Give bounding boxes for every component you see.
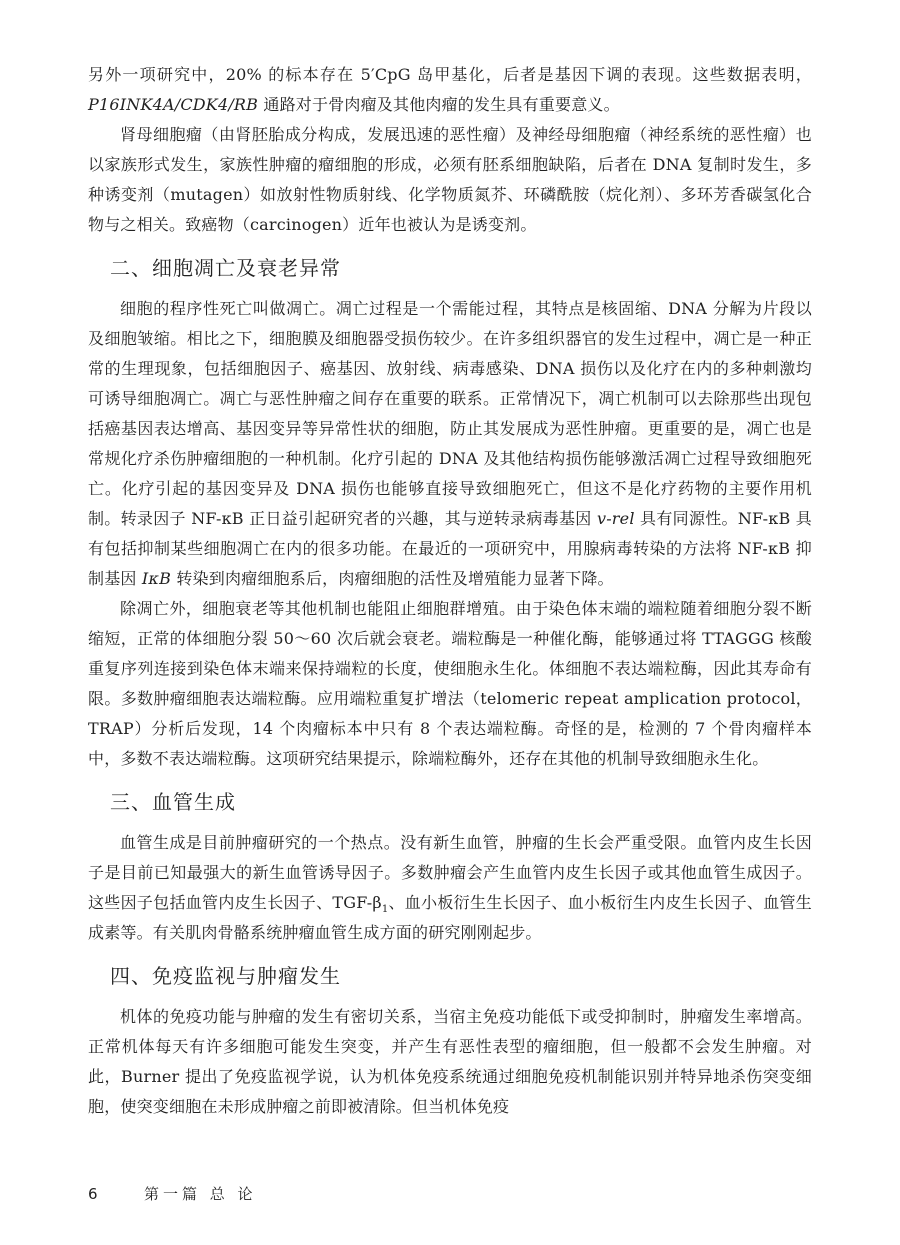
paragraph-methylation — [88, 60, 812, 120]
paragraph-text: 、血小板衍生生长因子、血小板衍生内皮生长因子、血管生成素等。有关肌肉骨骼系统肿瘤血管生成方面的研究刚刚起步。 — [88, 893, 812, 942]
section-heading-immune-surveillance: 四、免疫监视与肿瘤发生 — [110, 964, 341, 988]
subscript: 1 — [381, 904, 389, 916]
paragraph-immune-surveillance: 机体的免疫功能与肿瘤的发生有密切关系，当宿主免疫功能低下或受抑制时，肿瘤发生率增高。正常机体每天有许多细胞可能发生突变，并产生有恶性表型的瘤细胞，但一般都不会发生肿瘤。对此，Burner 提出了免疫监视学说，认为机体免疫系统通过细胞免疫机制能识别并特异地杀伤突变细胞，使突变细胞在未形成肿瘤之前即被清除。但当机体免疫 — [88, 1007, 812, 1116]
page-content — [88, 60, 812, 1122]
gene-name: IκB — [141, 569, 172, 588]
section-heading-angiogenesis: 三、血管生成 — [110, 790, 236, 814]
page-number: 6 — [88, 1185, 98, 1203]
gene-name: P16INK4A/CDK4/RB — [88, 95, 259, 114]
part-title: 第一篇 总 论 — [144, 1185, 257, 1203]
paragraph-apoptosis — [88, 294, 812, 594]
section-heading-apoptosis: 二、细胞凋亡及衰老异常 — [110, 256, 341, 280]
paragraph-familial-tumors: 肾母细胞瘤（由肾胚胎成分构成，发展迅速的恶性瘤）及神经母细胞瘤（神经系统的恶性瘤）也以家族形式发生，家族性肿瘤的瘤细胞的形成，必须有胚系细胞缺陷，后者在 DNA 复制时发生，多种诱变剂（mutagen）如放射性物质射线、化学物质氮芥、环磷酰胺（烷化剂）、多环芳香碳氢化合物与之相关。致癌物（carcinogen）近年也被认为是诱变剂。 — [88, 125, 812, 234]
gene-name: v-rel — [596, 509, 635, 528]
paragraph-senescence: 除凋亡外，细胞衰老等其他机制也能阻止细胞群增殖。由于染色体末端的端粒随着细胞分裂不断缩短，正常的体细胞分裂 50～60 次后就会衰老。端粒酶是一种催化酶，能够通过将 TTAGGG 核酸重复序列连接到染色体末端来保持端粒的长度，使细胞永生化。体细胞不表达端粒酶，因此其寿命有限。多数肿瘤细胞表达端粒酶。应用端粒重复扩增法（telomeric repeat amplication protocol，TRAP）分析后发现，14 个肉瘤标本中只有 8 个表达端粒酶。奇怪的是，检测的 7 个骨肉瘤样本中，多数不表达端粒酶。这项研究结果提示，除端粒酶外，还存在其他的机制导致细胞永生化。 — [88, 599, 812, 768]
paragraph-text: 具有同源性。NF-κB 具有包括抑制某些细胞凋亡在内的很多功能。在最近的一项研究中，用腺病毒转染的方法将 NF-κB 抑制基因 — [88, 509, 812, 588]
page-footer — [88, 1183, 257, 1204]
paragraph-text: 转染到肉瘤细胞系后，肉瘤细胞的活性及增殖能力显著下降。 — [171, 569, 614, 588]
paragraph-text: 另外一项研究中，20% 的标本存在 5′CpG 岛甲基化，后者是基因下调的表现。这些数据表明， — [88, 65, 812, 84]
paragraph-text: 细胞的程序性死亡叫做凋亡。凋亡过程是一个需能过程，其特点是核固缩、DNA 分解为片段以及细胞皱缩。相比之下，细胞膜及细胞器受损伤较少。在许多组织器官的发生过程中，凋亡是一种正常的生理现象，包括细胞因子、癌基因、放射线、病毒感染、DNA 损伤以及化疗在内的多种刺激均可诱导细胞凋亡。凋亡与恶性肿瘤之间存在重要的联系。正常情况下，凋亡机制可以去除那些出现包括癌基因表达增高、基因变异等异常性状的细胞，防止其发展成为恶性肿瘤。更重要的是，凋亡也是常规化疗杀伤肿瘤细胞的一种机制。化疗引起的 DNA 及其他结构损伤能够激活凋亡过程导致细胞死亡。化疗引起的基因变异及 DNA 损伤也能够直接导致细胞死亡，但这不是化疗药物的主要作用机制。转录因子 NF-κB 正日益引起研究者的兴趣，其与逆转录病毒基因 — [88, 299, 812, 528]
paragraph-text: 血管生成是目前肿瘤研究的一个热点。没有新生血管，肿瘤的生长会严重受限。血管内皮生长因子是目前已知最强大的新生血管诱导因子。多数肿瘤会产生血管内皮生长因子或其他血管生成因子。这些因子包括血管内皮生长因子、TGF-β — [88, 833, 812, 912]
paragraph-angiogenesis — [88, 828, 812, 948]
paragraph-text: 通路对于骨肉瘤及其他肉瘤的发生具有重要意义。 — [258, 95, 620, 114]
